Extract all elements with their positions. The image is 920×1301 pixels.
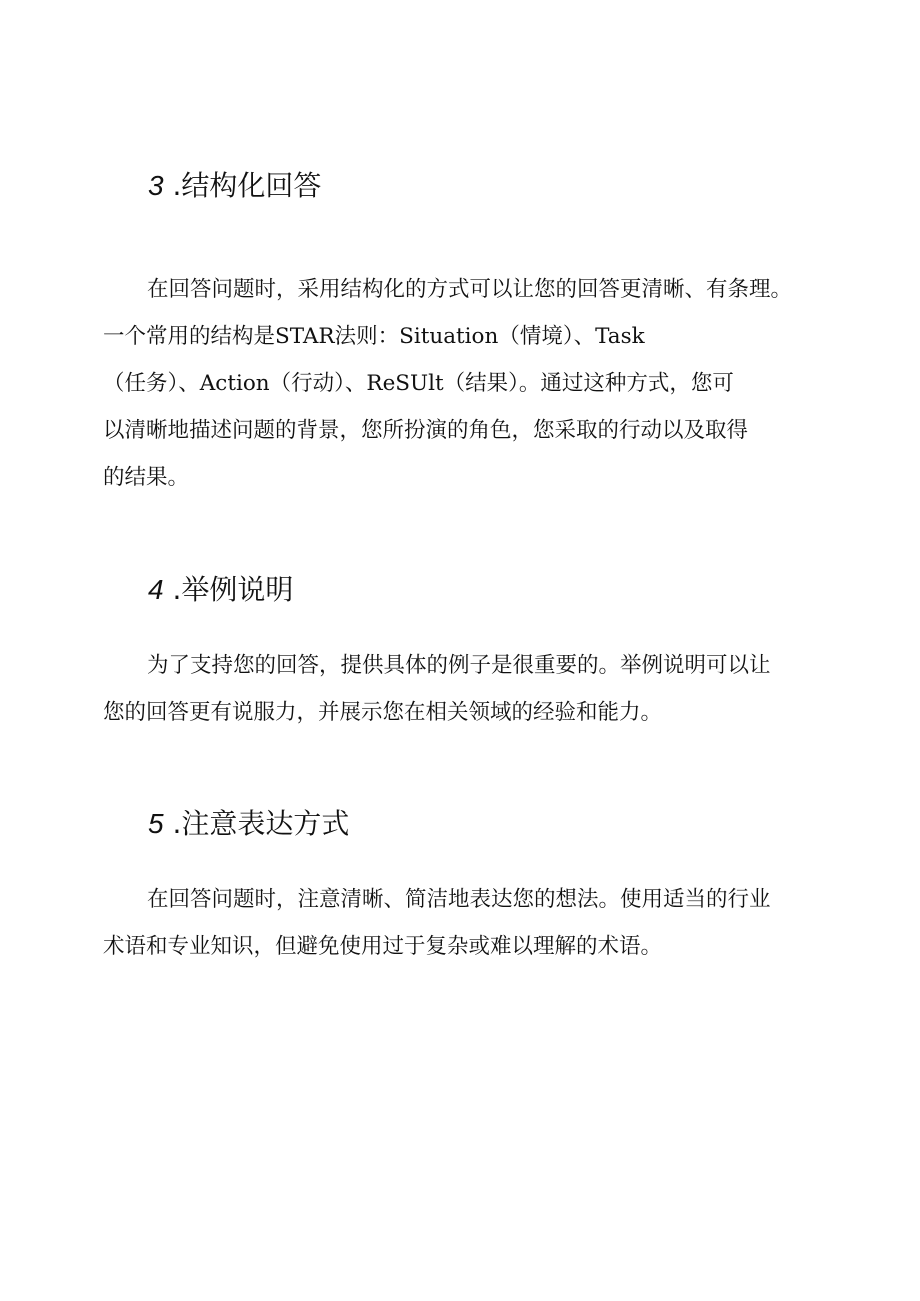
paragraph-line: 的结果。: [103, 465, 190, 490]
paragraph-line: 术语和专业知识，但避免使用过于复杂或难以理解的术语。: [103, 934, 663, 959]
paragraph-line: 在回答问题时，注意清晰、简洁地表达您的想法。使用适当的行业: [147, 887, 771, 912]
section-4-title: .举例说明: [172, 573, 294, 606]
section-4-number: 4: [148, 574, 164, 605]
section-4-paragraph: [103, 642, 823, 736]
paragraph-line: 在回答问题时，采用结构化的方式可以让您的回答更清晰、有条理。: [147, 277, 793, 302]
paragraph-line: 一个常用的结构是STAR法则：Situation（情境）、Task: [103, 324, 645, 349]
section-5-heading: [148, 804, 349, 844]
section-5-title: .注意表达方式: [172, 807, 350, 840]
section-3-number: 3: [148, 170, 164, 201]
section-3-paragraph: [103, 266, 823, 501]
paragraph-line: （任务）、Action（行动）、ReSUlt（结果）。通过这种方式，您可: [103, 371, 734, 396]
section-5-number: 5: [148, 808, 164, 839]
section-3-title: .结构化回答: [172, 169, 322, 202]
section-3-heading: [148, 166, 321, 206]
paragraph-line: 为了支持您的回答，提供具体的例子是很重要的。举例说明可以让: [147, 653, 771, 678]
section-4-heading: [148, 570, 293, 610]
paragraph-line: 您的回答更有说服力，并展示您在相关领域的经验和能力。: [103, 700, 663, 725]
paragraph-line: 以清晰地描述问题的背景，您所扮演的角色，您采取的行动以及取得: [103, 418, 749, 443]
section-5-paragraph: [103, 876, 823, 970]
